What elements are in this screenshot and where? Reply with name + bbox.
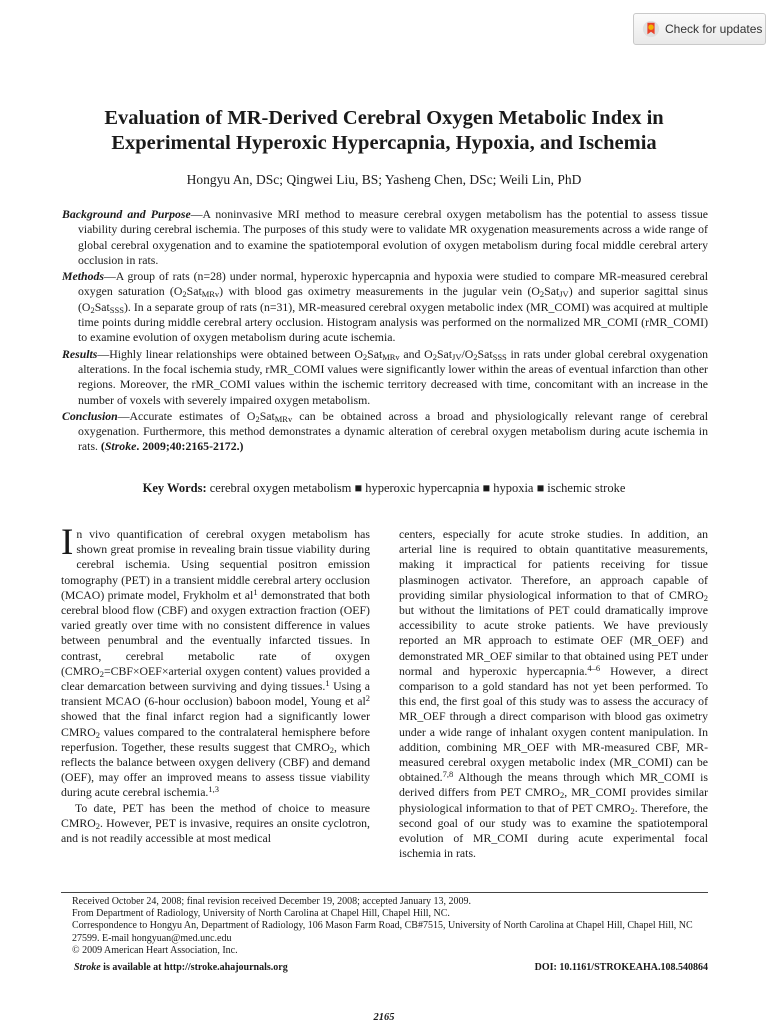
reference-marker[interactable]: 7,8 <box>442 769 454 780</box>
reference-marker[interactable]: 2 <box>365 693 370 703</box>
subscript: MRv <box>201 289 220 300</box>
citation-journal: Stroke <box>104 439 137 454</box>
subscript: 2 <box>539 289 545 300</box>
reference-marker[interactable]: 4–6 <box>587 662 601 673</box>
subscript: SSS <box>109 304 124 315</box>
body-text: Although the means through which MR_COMI is derived differs from PET CMRO <box>399 770 708 800</box>
subscript: 2 <box>329 744 335 755</box>
abstract-conclusion <box>62 409 708 455</box>
subscript: JV <box>559 289 569 300</box>
body-text: but without the limitations of PET could dramatically improve accessibility to acute stroke patients. We have previously reported an MR approach to estimate OEF (MR_OEF) and demonstrated MR_OEF similar to that obtained using PET under normal and hyperoxic hypercapnia. <box>399 603 708 678</box>
subscript: 2 <box>432 351 437 362</box>
body-paragraph <box>61 801 370 847</box>
body-text: Using a transient MCAO (6-hour occlusion) baboon model, Young et al <box>61 679 370 709</box>
body-text: To date, PET has been the method of choice to measure CMRO <box>61 800 370 830</box>
subscript: 2 <box>95 820 100 831</box>
check-for-updates-button[interactable] <box>633 13 766 45</box>
author-list: Hongyu An, DSc; Qingwei Liu, BS; Yasheng Chen, DSc; Weili Lin, PhD <box>186 172 582 187</box>
body-text: demonstrated that both cerebral blood flow (CBF) and oxygen extraction fraction (OEF) varied greatly over time with no consistent difference in values between penumbral and the eventually infarcted tissues. In contrast, cerebral metabolic rate of oxygen (CMRO <box>61 587 371 678</box>
abstract-text: Sat <box>477 346 493 361</box>
abstract-text: /O <box>461 346 474 361</box>
body-text: , MR_COMI provides similar physiological information to that of PET CMRO <box>399 785 708 815</box>
reference-marker[interactable]: 1 <box>253 586 258 597</box>
abstract-label: Background and Purpose <box>62 207 191 221</box>
footnote-correspondence: Correspondence to Hongyu An, Department of Radiology, 106 Mason Farm Road, CB#7515, University of North Carolina at Chapel Hill, Chapel Hill, NC 27599. E-mail hongyuan@med.unc.edu <box>72 920 693 944</box>
subscript: 2 <box>362 351 368 362</box>
abstract-text: Sat <box>436 346 453 361</box>
footnote-copyright: © 2009 American Heart Association, Inc. <box>72 944 238 956</box>
body-text: . However, PET is invasive, requires an onsite cyclotron, and is not readily accessible at most medical <box>61 815 370 846</box>
abstract-text: and O <box>399 346 433 361</box>
abstract-text: ) and superior sagittal sinus (O <box>78 284 708 314</box>
subscript: 2 <box>255 413 260 424</box>
abstract-label: Methods <box>62 269 104 284</box>
keyword-separator: ■ <box>482 481 491 495</box>
subscript: 2 <box>703 592 708 603</box>
abstract-text: can be obtained across a broad and physiologically relevant range of cerebral oxygenation. Furthermore, this method demonstrates a dynamic alteration of cerebral oxygen metabolism during acute ischemia in rats. <box>78 408 708 454</box>
doi[interactable]: DOI: 10.1161/STROKEAHA.108.540864 <box>534 962 708 973</box>
reference-marker[interactable]: 1,3 <box>208 784 219 795</box>
keyword: ischemic stroke <box>547 481 626 495</box>
availability-text[interactable]: is available at http://stroke.ahajournals.org <box>100 962 288 973</box>
body-text: centers, especially for acute stroke studies. In addition, an arterial line is required to obtain quantitative measurements, making it impractical for patients receiving for tissue plasminogen activator. Therefore, an approach capable of providing similar physiological information to that of CMRO <box>399 527 708 602</box>
abstract-text: in rats under global cerebral oxygenation alterations. In the focal ischemia study, rMR_COMI values were significantly lower within the areas of eventual infarction than other regions. Moreover, the rMR_COMI values within the ischemic territory decreased with time, concomitant with an increase in the number of voxels with severely impaired oxygen metabolism. <box>78 346 709 407</box>
subscript: MRv <box>382 351 400 362</box>
title-line: Evaluation of MR-Derived Cerebral Oxygen Metabolic Index in <box>104 107 664 129</box>
keyword-separator: ■ <box>536 481 545 495</box>
journal-name: Stroke <box>74 962 101 973</box>
subscript: JV <box>452 351 462 362</box>
abstract-text: —A group of rats (n=28) under normal, hyperoxic hypercapnia and hypoxia were studied to compare MR-measured cerebral oxygen saturation (O <box>78 269 708 299</box>
subscript: 2 <box>559 790 565 801</box>
body-paragraph <box>399 527 708 861</box>
abstract-label: Conclusion <box>62 408 118 423</box>
subscript: 2 <box>473 351 478 362</box>
crossmark-icon <box>642 20 660 38</box>
abstract-text: ). In a separate group of rats (n=31), MR-measured cerebral oxygen metabolic index (MR_COMI) was acquired at multiple time points during middle cerebral artery occlusion. Histogram analysis was performed on the normalized MR_COMI (rMR_COMI) to examine evolution of oxygen metabolism during acute ischemia. <box>78 299 708 345</box>
body-text: showed that the final infarct region had a significantly lower CMRO <box>61 709 370 739</box>
page-number: 2165 <box>373 1012 395 1023</box>
availability-row <box>74 962 708 973</box>
paper-title <box>40 106 728 156</box>
abstract-text: —A noninvasive MRI method to measure cerebral oxygen metabolism has the potential to assess tissue viability during cerebral ischemia. The purposes of this study were to validate MR oxygenation measurements across a wide range of global cerebral oxygenation and to examine the spatiotemporal evolution of oxygen metabolism during focal middle cerebral artery occlusion in rats. <box>78 207 708 267</box>
body-text: =CBF×OEF×arterial oxygen content) values provided a clear demarcation between surviving and dying tissues. <box>61 663 370 694</box>
abstract-text: —Highly linear relationships were obtained between O <box>97 346 363 361</box>
keyword: cerebral oxygen metabolism <box>209 481 352 495</box>
abstract-label: Results <box>62 346 98 361</box>
check-for-updates-label: Check for updates <box>665 22 763 36</box>
abstract-results <box>62 347 708 408</box>
drop-cap: I <box>61 522 74 563</box>
citation-open: ( <box>97 439 105 454</box>
body-text: However, a direct comparison to a gold standard has not yet been performed. To this end, the first goal of this study was to assess the accuracy of MR_OEF through a direct comparison with blood gas oximetry under a wide range of inhalant oxygen content manipulation. In addition, combining MR_OEF with MR-measured CBF, MR-measured cerebral oxygen metabolic index (MR_COMI) can be obtained. <box>399 663 709 785</box>
keyword: hyperoxic hypercapnia <box>365 481 480 495</box>
keyword-separator: ■ <box>354 481 363 495</box>
citation <box>98 439 244 453</box>
subscript: MRv <box>274 413 293 424</box>
body-paragraph <box>61 522 371 801</box>
abstract-text: Sat <box>544 284 560 299</box>
abstract-text: Sat <box>94 299 110 314</box>
abstract-text: ) with blood gas oximetry measurements in the jugular vein (O <box>219 284 540 299</box>
footnote-affiliation: From Department of Radiology, University of North Carolina at Chapel Hill, Chapel Hill, NC. <box>72 908 450 920</box>
citation-rest: . 2009;40:2165-2172.) <box>136 439 244 454</box>
keywords-label: Key Words: <box>142 481 207 495</box>
subscript: 2 <box>99 668 104 679</box>
footnote-divider <box>61 892 708 893</box>
abstract-text: Sat <box>367 346 383 361</box>
subscript: SSS <box>492 351 507 362</box>
body-column-left <box>61 522 371 846</box>
body-text: values compared to the contralateral hemisphere before reperfusion. Together, these results suggest that CMRO <box>61 724 370 754</box>
subscript: 2 <box>182 289 187 300</box>
keywords <box>40 481 728 496</box>
abstract-methods <box>62 269 708 345</box>
abstract-text: —Accurate estimates of O <box>117 408 256 423</box>
title-line: Experimental Hyperoxic Hypercapnia, Hypoxia, and Ischemia <box>111 132 657 154</box>
abstract-text: Sat <box>186 284 202 299</box>
body-column-right <box>399 527 708 861</box>
reference-marker[interactable]: 1 <box>325 677 330 688</box>
subscript: 2 <box>90 304 95 315</box>
body-text: n vivo quantification of cerebral oxygen metabolism has shown great promise in revealing brain tissue viability during cerebral ischemia. Using sequential positron emission tomography (PET) in a transient middle cerebral artery occlusion (MCAO) primate model, Frykholm et al <box>61 527 370 602</box>
abstract-text: Sat <box>259 408 275 423</box>
footnotes <box>61 896 708 957</box>
subscript: 2 <box>95 729 100 740</box>
body-text: . Therefore, the second goal of our study was to examine the spatiotemporal evolution of MR_COMI during acute experimental focal ischemia in rats. <box>399 800 708 861</box>
abstract-background <box>62 207 708 268</box>
availability-note <box>74 962 288 973</box>
keyword: hypoxia <box>493 481 534 495</box>
abstract <box>62 207 708 456</box>
subscript: 2 <box>630 805 635 816</box>
footnote-received: Received October 24, 2008; final revision received December 19, 2008; accepted January 13, 2009. <box>72 896 472 907</box>
body-text: , which reflects the balance between oxygen delivery (CBF) and demand (OEF), may offer an improved means to assess tissue viability during acute cerebral ischemia. <box>61 739 370 800</box>
